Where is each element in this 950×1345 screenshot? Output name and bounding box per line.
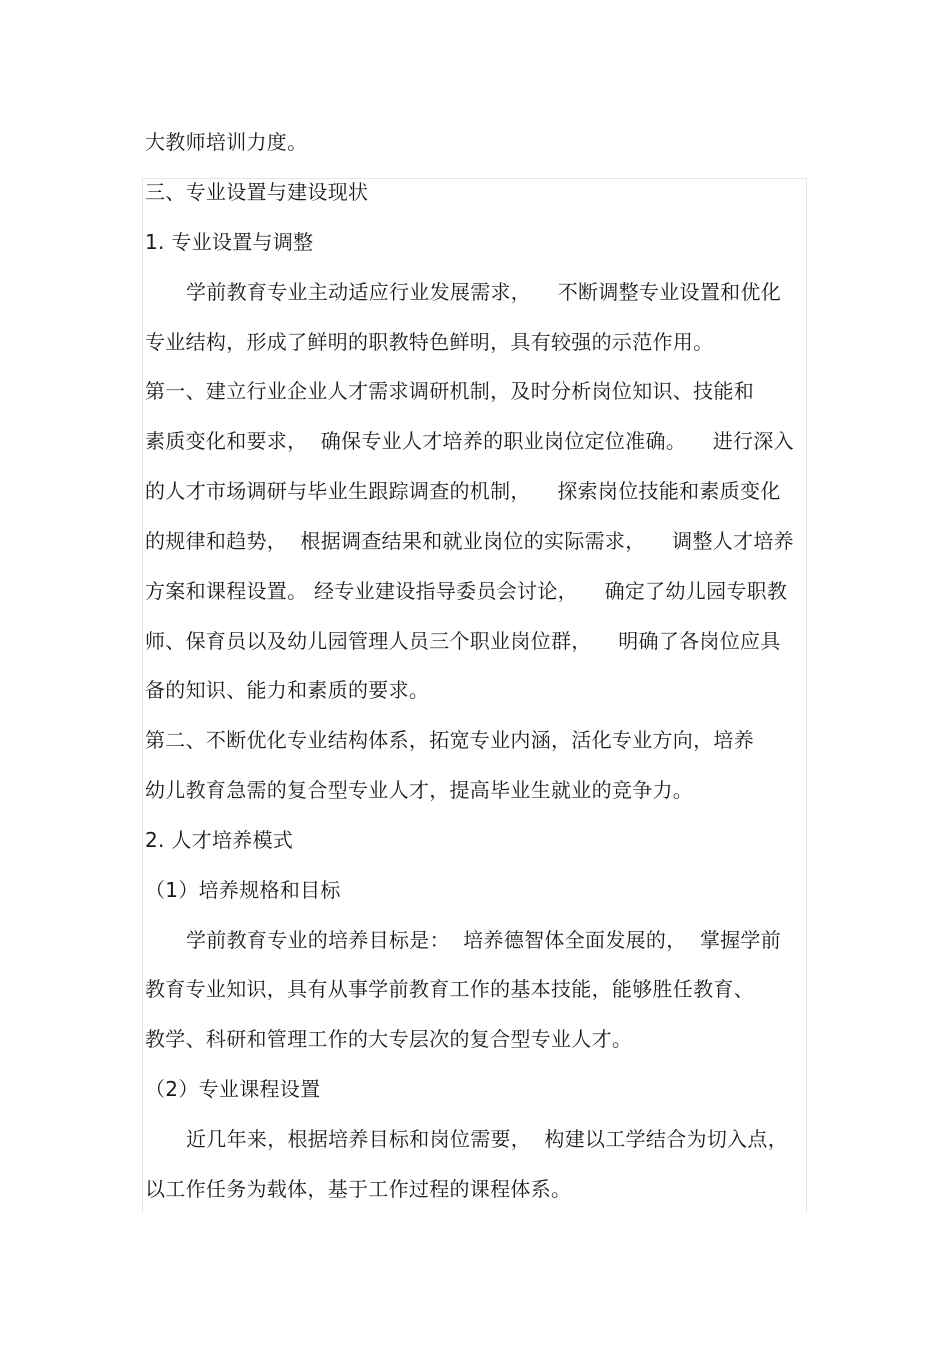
text-line: 师、保育员以及幼儿园管理人员三个职业岗位群， 明确了各岗位应具 — [145, 629, 781, 653]
text-line: 的规律和趋势， 根据调查结果和就业岗位的实际需求， 调整人才培养 — [145, 529, 794, 553]
text-line: 以工作任务为载体，基于工作过程的课程体系。 — [145, 1177, 572, 1201]
text-line: 大教师培训力度。 — [145, 130, 308, 154]
text-line: 近几年来，根据培养目标和岗位需要， 构建以工学结合为切入点， — [186, 1127, 789, 1151]
text-line: 第二、不断优化专业结构体系，拓宽专业内涵，活化专业方向，培养 — [145, 728, 754, 752]
text-line: 学前教育专业的培养目标是： 培养德智体全面发展的， 掌握学前 — [186, 928, 782, 952]
text-line: 幼儿教育急需的复合型专业人才，提高毕业生就业的竞争力。 — [145, 778, 694, 802]
subsection-heading: 1. 专业设置与调整 — [145, 230, 314, 254]
text-line: 的人才市场调研与毕业生跟踪调查的机制， 探索岗位技能和素质变化 — [145, 479, 781, 503]
subsection-heading: 2. 人才培养模式 — [145, 828, 294, 852]
text-line: 素质变化和要求， 确保专业人才培养的职业岗位定位准确。 进行深入 — [145, 429, 794, 453]
text-line: 教学、科研和管理工作的大专层次的复合型专业人才。 — [145, 1027, 633, 1051]
text-line: 学前教育专业主动适应行业发展需求， 不断调整专业设置和优化 — [186, 280, 782, 304]
item-heading: （2）专业课程设置 — [145, 1077, 321, 1101]
text-line: 教育专业知识，具有从事学前教育工作的基本技能，能够胜任教育、 — [145, 977, 754, 1001]
text-line: 备的知识、能力和素质的要求。 — [145, 678, 430, 702]
text-line: 专业结构，形成了鲜明的职教特色鲜明，具有较强的示范作用。 — [145, 330, 714, 354]
item-heading: （1）培养规格和目标 — [145, 878, 341, 902]
section-heading: 三、专业设置与建设现状 — [145, 180, 369, 204]
text-line: 方案和课程设置。 经专业建设指导委员会讨论， 确定了幼儿园专职教 — [145, 579, 788, 603]
text-line: 第一、建立行业企业人才需求调研机制，及时分析岗位知识、技能和 — [145, 379, 754, 403]
